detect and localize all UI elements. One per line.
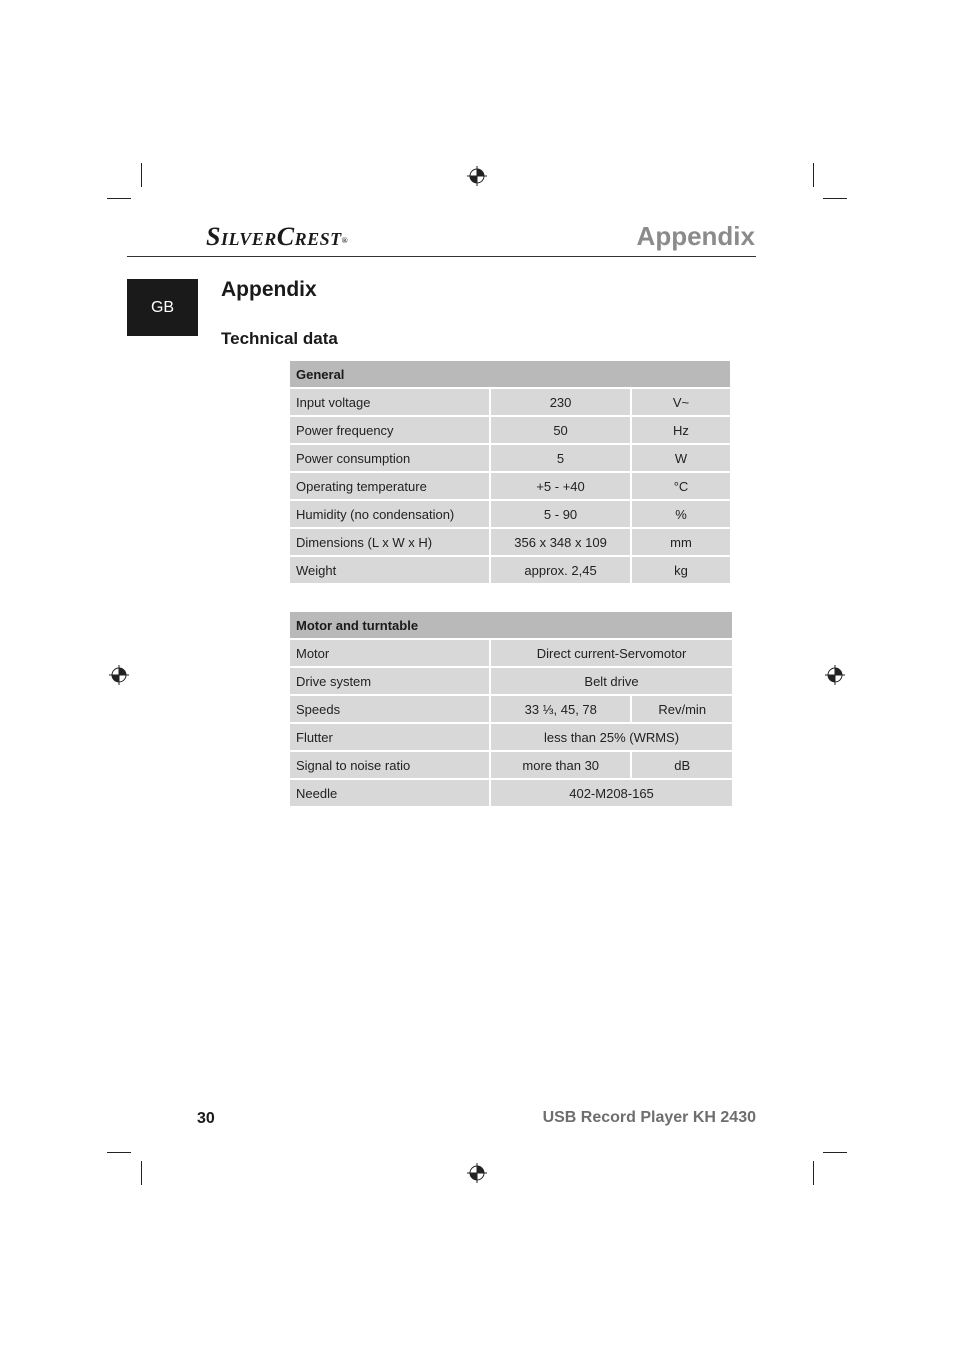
spec-value: Belt drive — [491, 668, 732, 694]
header-title: Appendix — [636, 221, 755, 251]
crop-mark — [823, 1152, 847, 1153]
spec-label: Input voltage — [290, 389, 489, 415]
language-tab-label: GB — [150, 298, 175, 316]
crop-mark — [813, 163, 814, 187]
spec-label: Flutter — [290, 724, 489, 750]
spec-label: Motor — [290, 640, 489, 666]
spec-unit: % — [632, 501, 730, 527]
spec-label: Dimensions (L x W x H) — [290, 529, 489, 555]
spec-unit: W — [632, 445, 730, 471]
table-row — [290, 668, 732, 694]
spec-unit: °C — [632, 473, 730, 499]
spec-label: Humidity (no condensation) — [290, 501, 489, 527]
table-header-row — [290, 361, 730, 387]
header-divider — [127, 256, 756, 257]
spec-label: Operating temperature — [290, 473, 489, 499]
spec-unit: kg — [632, 557, 730, 583]
table-row — [290, 417, 730, 443]
registration-mark-icon — [467, 1163, 487, 1183]
registration-mark-icon — [825, 665, 845, 685]
language-tab — [127, 279, 198, 336]
table-row — [290, 724, 732, 750]
spec-unit: Rev/min — [632, 696, 732, 722]
spec-value: Direct current-Servomotor — [491, 640, 732, 666]
table-row — [290, 501, 730, 527]
table-row — [290, 389, 730, 415]
crop-mark — [813, 1161, 814, 1185]
spec-label: Power frequency — [290, 417, 489, 443]
spec-value: 356 x 348 x 109 — [491, 529, 630, 555]
crop-mark — [141, 1161, 142, 1185]
brand-logo — [206, 222, 348, 252]
table-row — [290, 557, 730, 583]
crop-mark — [107, 198, 131, 199]
registered-mark: ® — [341, 236, 349, 245]
spec-label: Needle — [290, 780, 489, 806]
spec-label: Power consumption — [290, 445, 489, 471]
table-row — [290, 529, 730, 555]
spec-label: Drive system — [290, 668, 489, 694]
crop-mark — [107, 1152, 131, 1153]
crop-mark — [141, 163, 142, 187]
spec-unit: dB — [632, 752, 732, 778]
spec-value: 5 — [491, 445, 630, 471]
table-row — [290, 445, 730, 471]
registration-mark-icon — [467, 166, 487, 186]
page-number: 30 — [197, 1110, 215, 1127]
spec-label: Signal to noise ratio — [290, 752, 489, 778]
spec-value: less than 25% (WRMS) — [491, 724, 732, 750]
table-heading: General — [290, 361, 730, 387]
spec-value: 230 — [491, 389, 630, 415]
table-row — [290, 780, 732, 806]
spec-value: more than 30 — [491, 752, 630, 778]
product-name: USB Record Player KH 2430 — [542, 1109, 756, 1126]
subsection-title: Technical data — [221, 329, 338, 348]
section-title: Appendix — [221, 278, 317, 301]
spec-value: 402-M208-165 — [491, 780, 732, 806]
spec-unit: Hz — [632, 417, 730, 443]
spec-value: 50 — [491, 417, 630, 443]
spec-value: approx. 2,45 — [491, 557, 630, 583]
table-row — [290, 752, 732, 778]
spec-value: 33 ⅓, 45, 78 — [491, 696, 630, 722]
table-row — [290, 696, 732, 722]
crop-mark — [823, 198, 847, 199]
spec-label: Speeds — [290, 696, 489, 722]
table-heading: Motor and turntable — [290, 612, 732, 638]
spec-unit: V~ — [632, 389, 730, 415]
motor-specs-table — [288, 610, 734, 808]
spec-value: +5 - +40 — [491, 473, 630, 499]
brand-name: SilverCrest — [206, 222, 342, 251]
table-header-row — [290, 612, 732, 638]
registration-mark-icon — [109, 665, 129, 685]
general-specs-table — [288, 359, 732, 585]
table-row — [290, 640, 732, 666]
table-row — [290, 473, 730, 499]
spec-unit: mm — [632, 529, 730, 555]
spec-label: Weight — [290, 557, 489, 583]
spec-value: 5 - 90 — [491, 501, 630, 527]
